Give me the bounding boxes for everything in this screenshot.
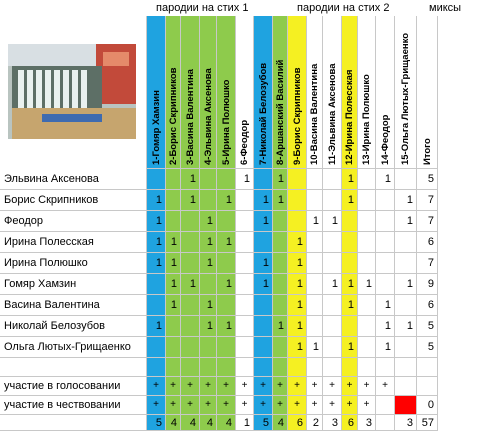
column-header-label: 5-Ирина Полюшко [221,79,232,165]
spacer-cell[interactable] [200,358,217,377]
participation-row-name[interactable]: участие в чествовании [0,396,147,415]
spacer-cell[interactable] [376,358,395,377]
table-cell[interactable]: 1 [288,295,307,316]
table-cell[interactable]: 1 [217,190,236,211]
table-cell[interactable] [254,316,273,337]
table-cell[interactable] [166,190,181,211]
spacer-cell[interactable] [254,358,273,377]
table-cell[interactable]: 1 [376,295,395,316]
table-cell[interactable]: 1 [342,190,358,211]
table-cell[interactable]: 1 [217,274,236,295]
column-header-label: 13-Ирина Полюшко [361,74,372,165]
table-cell[interactable] [376,211,395,232]
table-cell[interactable] [376,274,395,295]
table-cell[interactable] [166,211,181,232]
table-cell[interactable]: 1 [395,190,417,211]
table-cell[interactable] [307,253,323,274]
table-cell[interactable] [166,169,181,190]
table-cell[interactable] [358,232,376,253]
participation-cell[interactable]: + [236,396,254,415]
participation-cell[interactable]: + [288,377,307,396]
group-header-mixes: миксы [429,2,462,14]
column-total[interactable]: 4 [217,415,236,431]
table-cell[interactable] [181,211,200,232]
participation-cell[interactable]: + [342,377,358,396]
table-cell[interactable]: 1 [288,316,307,337]
table-cell[interactable] [217,169,236,190]
table-cell[interactable] [236,274,254,295]
table-cell[interactable]: 5 [417,337,438,358]
table-cell[interactable]: 1 [200,316,217,337]
row-name[interactable]: Васина Валентина [0,295,147,316]
table-cell[interactable]: 1 [342,337,358,358]
participation-cell[interactable]: + [166,377,181,396]
participation-cell[interactable]: + [342,396,358,415]
table-cell[interactable]: 7 [417,190,438,211]
table-cell[interactable]: 1 [395,274,417,295]
spacer-cell[interactable] [395,358,417,377]
table-cell[interactable] [288,190,307,211]
spacer-cell[interactable] [342,358,358,377]
table-cell[interactable] [200,169,217,190]
table-cell[interactable]: 1 [288,274,307,295]
table-cell[interactable]: 1 [307,337,323,358]
table-cell[interactable] [342,232,358,253]
table-cell[interactable]: 1 [273,190,288,211]
table-cell[interactable] [307,169,323,190]
table-cell[interactable]: 1 [181,274,200,295]
column-header-label: 7-Николай Белозубов [258,62,269,165]
table-cell[interactable]: 1 [376,337,395,358]
participation-cell[interactable]: + [288,396,307,415]
spacer-row[interactable] [0,358,147,377]
table-cell[interactable] [395,295,417,316]
spacer-cell[interactable] [273,358,288,377]
spacer-cell[interactable] [307,358,323,377]
table-cell[interactable] [342,211,358,232]
table-cell[interactable]: 1 [200,295,217,316]
column-header-label: 10-Васина Валентина [309,63,320,165]
column-header-label: 3-Васина Валентина [185,69,196,165]
column-total[interactable]: 57 [417,415,438,431]
table-cell[interactable]: 1 [288,337,307,358]
table-cell[interactable] [273,295,288,316]
table-cell[interactable]: 1 [358,274,376,295]
spacer-cell[interactable] [288,358,307,377]
table-cell[interactable] [395,337,417,358]
column-header-label: 8-Аршанский Василий [275,59,286,165]
table-cell[interactable]: 1 [200,253,217,274]
table-cell[interactable]: 5 [417,169,438,190]
column-header-label: 12-Ирина Полесская [344,69,355,165]
spacer-cell[interactable] [236,358,254,377]
table-cell[interactable]: 7 [417,211,438,232]
table-cell[interactable]: 1 [342,295,358,316]
column-header-label: 14-Феодор [380,114,391,165]
participation-cell[interactable]: 0 [417,396,438,415]
table-cell[interactable] [166,337,181,358]
table-cell[interactable] [200,190,217,211]
table-cell[interactable] [217,253,236,274]
column-total[interactable]: 5 [254,415,273,431]
spacer-cell[interactable] [323,358,342,377]
table-cell[interactable] [323,232,342,253]
column-total[interactable]: 6 [288,415,307,431]
participation-cell[interactable]: + [200,396,217,415]
table-cell[interactable]: 1 [395,211,417,232]
participation-cell[interactable]: + [166,396,181,415]
spacer-cell[interactable] [181,358,200,377]
participation-row-name[interactable]: участие в голосовании [0,377,147,396]
table-cell[interactable] [323,316,342,337]
table-cell[interactable]: 1 [254,274,273,295]
table-cell[interactable] [200,337,217,358]
table-cell[interactable] [236,316,254,337]
row-name[interactable]: Николай Белозубов [0,316,147,337]
table-cell[interactable] [236,211,254,232]
group-header-verse-1: пародии на стих 1 [156,2,249,14]
table-cell[interactable]: 1 [288,253,307,274]
table-cell[interactable] [342,316,358,337]
participation-cell[interactable]: + [358,377,376,396]
column-header-label: Итого [422,138,433,165]
participation-cell[interactable]: + [181,396,200,415]
table-cell[interactable] [236,190,254,211]
column-total[interactable]: 3 [358,415,376,431]
table-cell[interactable]: 1 [273,316,288,337]
table-cell[interactable] [358,316,376,337]
table-cell[interactable]: 1 [376,316,395,337]
spacer-cell[interactable] [358,358,376,377]
table-cell[interactable]: 1 [181,169,200,190]
column-header-label: 9-Борис Скрипников [292,67,303,165]
participation-cell[interactable]: + [217,396,236,415]
table-cell[interactable]: 7 [417,253,438,274]
table-cell[interactable] [323,169,342,190]
table-cell[interactable]: 1 [200,232,217,253]
table-cell[interactable] [181,253,200,274]
participation-cell[interactable] [395,396,417,415]
table-cell[interactable] [307,274,323,295]
column-total[interactable]: 4 [166,415,181,431]
column-total[interactable]: 3 [323,415,342,431]
table-cell[interactable]: 1 [376,169,395,190]
table-cell[interactable]: 1 [395,316,417,337]
table-cell[interactable]: 6 [417,295,438,316]
column-header-label: 1-Гомяр Хамзин [151,90,162,165]
table-cell[interactable] [358,190,376,211]
participation-cell[interactable]: + [323,377,342,396]
table-cell[interactable] [236,232,254,253]
table-cell[interactable] [307,316,323,337]
table-cell[interactable]: 1 [342,169,358,190]
participation-cell[interactable]: + [307,377,323,396]
table-cell[interactable] [181,295,200,316]
table-cell[interactable] [236,337,254,358]
column-total[interactable]: 1 [236,415,254,431]
column-total[interactable]: 6 [342,415,358,431]
table-cell[interactable] [236,295,254,316]
spacer-cell[interactable] [217,358,236,377]
table-cell[interactable] [181,316,200,337]
table-cell[interactable] [395,169,417,190]
table-cell[interactable]: 1 [200,211,217,232]
table-cell[interactable]: 1 [217,316,236,337]
table-cell[interactable]: 1 [288,232,307,253]
table-cell[interactable]: 1 [181,190,200,211]
spacer-cell[interactable] [147,358,166,377]
table-cell[interactable] [254,337,273,358]
table-cell[interactable]: 1 [254,211,273,232]
table-cell[interactable]: 1 [273,169,288,190]
table-cell[interactable] [376,190,395,211]
participation-cell[interactable]: + [181,377,200,396]
participation-cell[interactable]: + [273,377,288,396]
row-name[interactable]: Гомяр Хамзин [0,274,147,295]
table-cell[interactable] [147,274,166,295]
column-total[interactable]: 4 [181,415,200,431]
table-cell[interactable]: 1 [254,190,273,211]
table-cell[interactable] [307,232,323,253]
table-cell[interactable] [395,232,417,253]
table-cell[interactable] [358,295,376,316]
spacer-cell[interactable] [417,358,438,377]
table-cell[interactable] [395,253,417,274]
table-cell[interactable] [236,253,254,274]
column-total[interactable]: 5 [147,415,166,431]
column-total[interactable]: 3 [395,415,417,431]
table-cell[interactable] [254,232,273,253]
table-cell[interactable] [254,295,273,316]
row-name[interactable]: Феодор [0,211,147,232]
table-cell[interactable] [217,295,236,316]
table-cell[interactable] [273,274,288,295]
table-cell[interactable] [200,274,217,295]
table-cell[interactable]: 1 [307,211,323,232]
table-cell[interactable] [273,232,288,253]
participation-cell[interactable]: + [254,396,273,415]
participation-cell[interactable]: + [236,377,254,396]
table-cell[interactable] [358,211,376,232]
participation-cell[interactable]: + [323,396,342,415]
table-cell[interactable]: 1 [166,253,181,274]
table-cell[interactable] [217,211,236,232]
table-cell[interactable] [358,169,376,190]
table-cell[interactable] [358,337,376,358]
table-cell[interactable]: 1 [236,169,254,190]
table-cell[interactable]: 1 [166,232,181,253]
group-header-verse-2: пародии на стих 2 [297,2,390,14]
column-total[interactable] [376,415,395,431]
participation-cell[interactable] [395,377,417,396]
table-cell[interactable] [166,316,181,337]
column-total[interactable]: 2 [307,415,323,431]
row-name[interactable]: Борис Скрипников [0,190,147,211]
row-name[interactable]: Эльвина Аксенова [0,169,147,190]
column-header-label: 11-Эльвина Аксенова [327,63,338,165]
totals-label[interactable] [0,415,147,431]
table-cell[interactable]: 1 [217,232,236,253]
participation-cell[interactable]: + [200,377,217,396]
column-header-label: 15-Ольга Лютых-Грищаенко [400,32,411,165]
table-cell[interactable] [273,253,288,274]
table-cell[interactable]: 1 [254,253,273,274]
table-cell[interactable] [307,295,323,316]
table-cell[interactable] [323,337,342,358]
table-cell[interactable] [217,337,236,358]
table-cell[interactable]: 1 [323,274,342,295]
row-name[interactable]: Ирина Полюшко [0,253,147,274]
column-header-label: 6-Феодор [239,119,250,165]
table-cell[interactable] [323,190,342,211]
table-cell[interactable] [376,253,395,274]
row-name[interactable]: Ирина Полесская [0,232,147,253]
table-cell[interactable] [342,253,358,274]
table-cell[interactable]: 1 [147,190,166,211]
table-cell[interactable]: 1 [147,253,166,274]
participation-cell[interactable] [376,396,395,415]
participation-cell[interactable]: + [307,396,323,415]
table-cell[interactable]: 1 [166,274,181,295]
table-cell[interactable] [288,169,307,190]
table-cell[interactable] [181,337,200,358]
participation-cell[interactable]: + [358,396,376,415]
row-name[interactable]: Ольга Лютых-Грищаенко [0,337,147,358]
table-cell[interactable] [181,232,200,253]
participation-cell[interactable]: + [273,396,288,415]
table-cell[interactable] [323,295,342,316]
table-cell[interactable] [147,295,166,316]
participation-cell[interactable]: + [147,377,166,396]
participation-cell[interactable]: + [147,396,166,415]
table-cell[interactable]: 1 [166,295,181,316]
participation-cell[interactable]: + [217,377,236,396]
table-cell[interactable]: 1 [323,211,342,232]
participation-cell[interactable]: + [376,377,395,396]
table-cell[interactable] [307,190,323,211]
table-cell[interactable] [288,211,307,232]
table-cell[interactable]: 6 [417,232,438,253]
column-total[interactable]: 4 [273,415,288,431]
spacer-cell[interactable] [166,358,181,377]
participation-cell[interactable] [417,377,438,396]
table-cell[interactable] [358,253,376,274]
table-cell[interactable]: 1 [342,274,358,295]
column-header-label: 2-Борис Скрипников [168,67,179,165]
table-cell[interactable] [147,337,166,358]
table-cell[interactable]: 1 [147,316,166,337]
table-cell[interactable]: 9 [417,274,438,295]
table-cell[interactable] [273,211,288,232]
participation-cell[interactable]: + [254,377,273,396]
column-header-label: 4-Эльвина Аксенова [203,68,214,165]
table-cell[interactable] [323,253,342,274]
table-cell[interactable] [273,337,288,358]
table-cell[interactable] [376,232,395,253]
table-cell[interactable] [147,169,166,190]
table-cell[interactable]: 5 [417,316,438,337]
table-cell[interactable] [254,169,273,190]
column-total[interactable]: 4 [200,415,217,431]
table-cell[interactable]: 1 [147,232,166,253]
table-cell[interactable]: 1 [147,211,166,232]
